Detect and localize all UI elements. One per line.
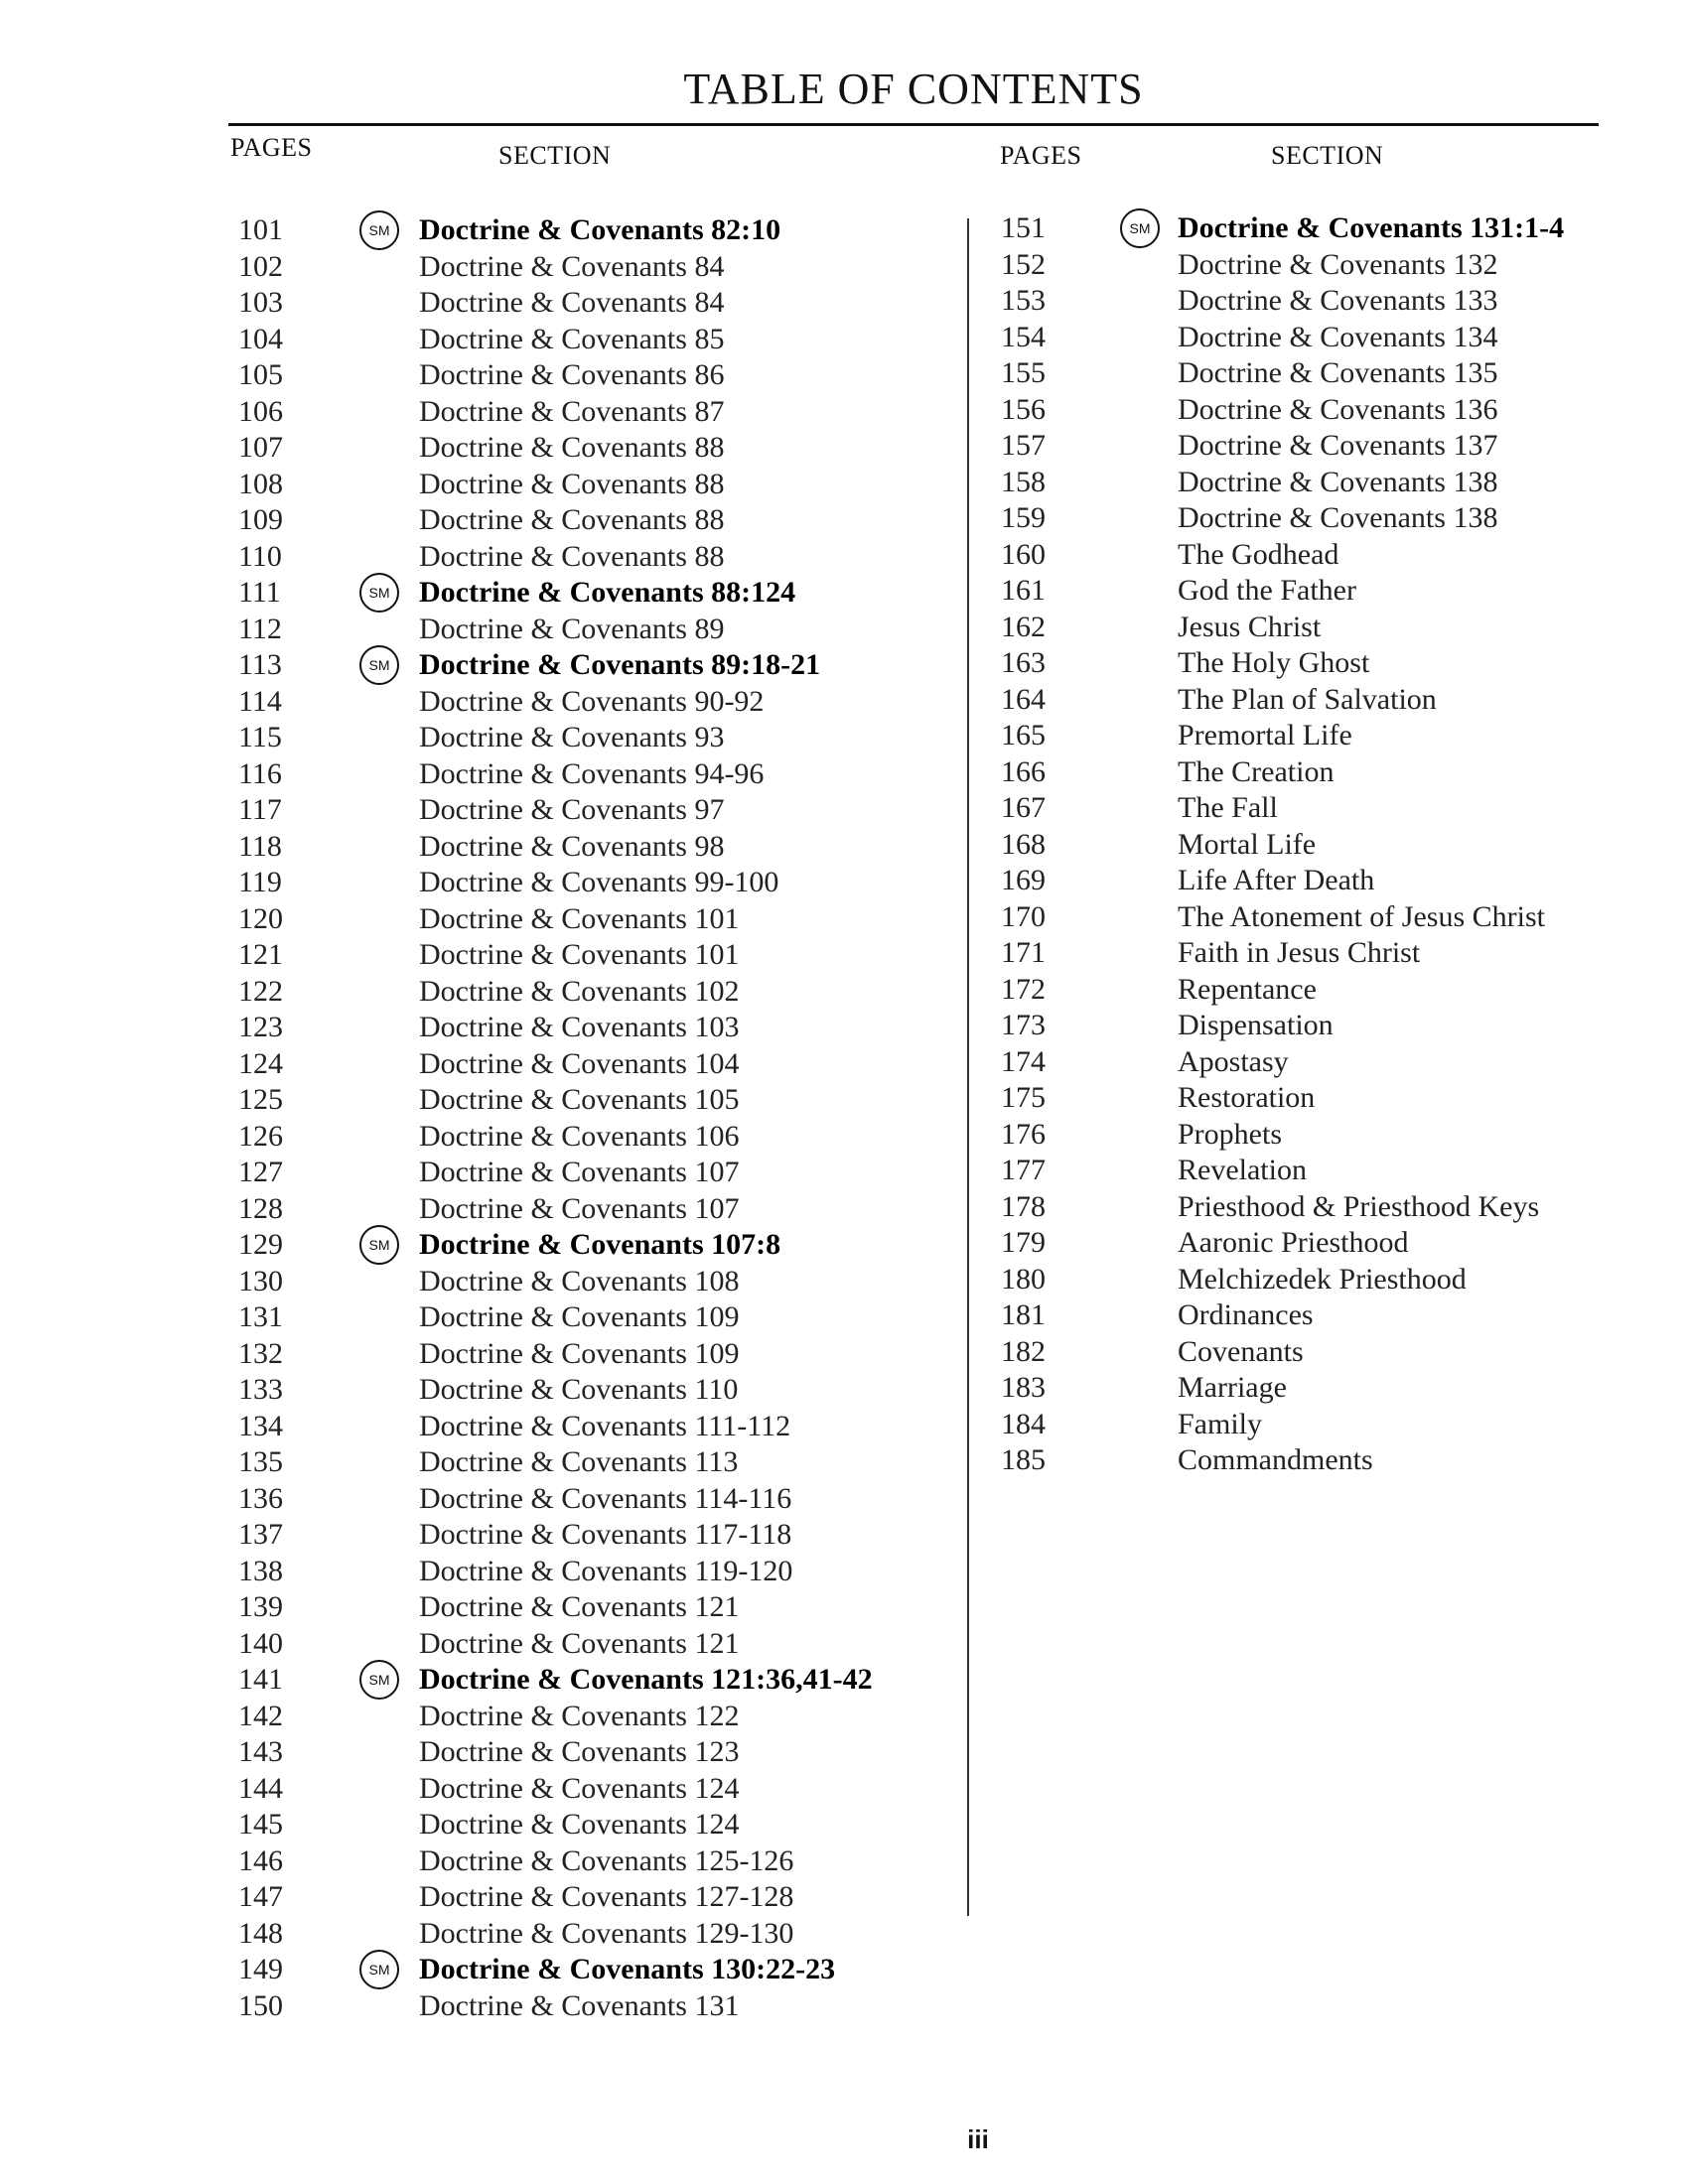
scripture-mastery-badge-icon: SM [359,1950,399,1989]
toc-page-number: 174 [1001,1044,1046,1078]
toc-section-title: Doctrine & Covenants 133 [1178,284,1498,317]
toc-page-number: 135 [238,1445,283,1478]
toc-section-title: Doctrine & Covenants 124 [419,1771,740,1805]
toc-section-title: Priesthood & Priesthood Keys [1178,1189,1540,1223]
toc-section-title: Revelation [1178,1154,1307,1186]
toc-page-number: 124 [238,1046,283,1080]
toc-section-title: Doctrine & Covenants 138 [1178,501,1498,534]
toc-page-number: 119 [238,866,282,898]
toc-page-number: 147 [238,1880,283,1913]
toc-section-title: Mortal Life [1178,827,1317,861]
toc-section-title: Doctrine & Covenants 99-100 [419,866,779,898]
toc-page-number: 136 [238,1481,283,1515]
toc-section-title: Ordinances [1178,1298,1314,1331]
toc-page-number: 111 [238,576,281,609]
toc-section-title: Doctrine & Covenants 84 [419,249,725,283]
toc-section-title: The Plan of Salvation [1178,682,1437,716]
toc-page-number: 159 [1001,501,1046,534]
toc-section-title: Doctrine & Covenants 82:10 [419,213,781,246]
toc-section-title: Life After Death [1178,864,1375,896]
right-pages-header: PAGES [1000,141,1082,170]
toc-section-title: Doctrine & Covenants 121:36,41-42 [419,1663,873,1696]
toc-page-number: 132 [238,1336,283,1370]
toc-page-number: 179 [1001,1226,1046,1259]
toc-page-number: 163 [1001,646,1046,679]
toc-page-number: 117 [238,793,282,826]
toc-page-number: 141 [238,1663,283,1696]
page-number: iii [967,2124,989,2154]
toc-section-title: Doctrine & Covenants 107 [419,1191,740,1225]
toc-page-number: 182 [1001,1334,1046,1368]
toc-section-title: Doctrine & Covenants 88 [419,503,725,536]
toc-section-title: Doctrine & Covenants 86 [419,358,725,391]
scripture-mastery-badge-icon: SM [359,210,399,250]
scripture-mastery-badge-icon: SM [359,1225,399,1265]
toc-page-number: 110 [238,539,282,573]
page-title: TABLE OF CONTENTS [683,65,1144,113]
toc-section-title: Marriage [1178,1371,1287,1404]
toc-section-title: The Fall [1178,791,1278,824]
toc-page-number: 107 [238,431,283,464]
toc-page-number: 184 [1001,1407,1046,1440]
toc-page-number: 121 [238,938,283,971]
toc-section-title: Doctrine & Covenants 107:8 [419,1228,781,1261]
toc-section-title: Doctrine & Covenants 98 [419,829,725,863]
toc-page-number: 144 [238,1771,283,1805]
toc-section-title: Restoration [1178,1081,1316,1114]
toc-section-title: Commandments [1178,1443,1373,1476]
toc-page-number: 149 [238,1953,283,1985]
toc-page-number: 106 [238,394,283,428]
toc-page-number: 105 [238,358,283,391]
toc-page-number: 176 [1001,1117,1046,1151]
toc-page-number: 128 [238,1191,283,1225]
toc-section-title: The Creation [1178,754,1335,788]
toc-section-title: Doctrine & Covenants 117-118 [419,1518,792,1551]
toc-section-title: Doctrine & Covenants 88 [419,431,725,464]
toc-section-title: Doctrine & Covenants 131 [419,1988,740,2022]
toc-page-number: 146 [238,1843,283,1877]
toc-section-title: The Atonement of Jesus Christ [1178,899,1545,933]
column-divider [967,218,969,1916]
toc-page-number: 161 [1001,574,1046,607]
toc-page-number: 185 [1001,1443,1046,1476]
toc-page-number: 109 [238,503,283,536]
toc-page-number: 164 [1001,682,1046,716]
scripture-mastery-badge-icon: SM [1120,208,1160,248]
toc-section-title: The Godhead [1178,537,1339,571]
toc-page-number: 129 [238,1228,283,1261]
toc-section-title: Doctrine & Covenants 103 [419,1011,740,1043]
toc-page-number: 172 [1001,972,1046,1006]
toc-section-title: Doctrine & Covenants 88:124 [419,576,796,609]
toc-section-title: Doctrine & Covenants 137 [1178,429,1498,462]
scripture-mastery-badge-icon: SM [359,645,399,685]
toc-section-title: Prophets [1178,1117,1282,1151]
toc-section-title: Doctrine & Covenants 114-116 [419,1481,792,1515]
toc-page-number: 113 [238,648,282,681]
toc-page-number: 114 [238,684,282,718]
toc-section-title: Doctrine & Covenants 102 [419,974,740,1008]
title-rule [228,123,1599,126]
toc-section-title: Doctrine & Covenants 131:1-4 [1178,211,1565,244]
toc-section-title: Doctrine & Covenants 101 [419,901,740,935]
toc-section-title: Doctrine & Covenants 121 [419,1626,740,1660]
toc-section-title: Doctrine & Covenants 134 [1178,320,1498,353]
toc-section-title: Doctrine & Covenants 88 [419,539,725,573]
toc-section-title: Doctrine & Covenants 84 [419,286,725,319]
toc-section-title: Doctrine & Covenants 109 [419,1336,740,1370]
toc-page-number: 152 [1001,247,1046,281]
right-section-header: SECTION [1271,141,1384,170]
toc-page-number: 180 [1001,1262,1046,1296]
toc-page-number: 170 [1001,899,1046,933]
toc-page-number: 168 [1001,827,1046,861]
toc-section-title: Doctrine & Covenants 89:18-21 [419,648,821,681]
toc-page-number: 112 [238,612,282,645]
toc-page-number: 173 [1001,1009,1046,1041]
left-section-header: SECTION [498,141,612,170]
toc-section-title: Dispensation [1178,1009,1334,1041]
toc-page-number: 130 [238,1264,283,1297]
toc-page-number: 115 [238,721,282,753]
toc-section-title: Doctrine & Covenants 123 [419,1735,740,1768]
toc-section-title: Doctrine & Covenants 113 [419,1445,739,1478]
toc-section-title: The Holy Ghost [1178,646,1370,679]
toc-page-number: 122 [238,974,283,1008]
toc-page-number: 104 [238,322,283,355]
toc-section-title: Doctrine & Covenants 129-130 [419,1916,794,1950]
toc-page-number: 169 [1001,864,1046,896]
toc-page-number: 120 [238,901,283,935]
toc-page-number: 167 [1001,791,1046,824]
scripture-mastery-badge-icon: SM [359,1660,399,1700]
toc-page-number: 154 [1001,320,1046,353]
toc-page-number: 143 [238,1735,283,1768]
toc-page-number: 177 [1001,1154,1046,1186]
toc-section-title: Doctrine & Covenants 106 [419,1119,740,1153]
toc-page-number: 131 [238,1300,283,1333]
toc-page-number: 178 [1001,1189,1046,1223]
toc-page-number: 101 [238,213,283,246]
toc-page-number: 160 [1001,537,1046,571]
toc-page-number: 142 [238,1699,283,1732]
toc-section-title: Premortal Life [1178,719,1352,751]
toc-section-title: Jesus Christ [1178,610,1322,643]
toc-page-number: 138 [238,1554,283,1587]
toc-section-title: Aaronic Priesthood [1178,1226,1409,1259]
toc-page-number: 183 [1001,1371,1046,1404]
toc-section-title: Faith in Jesus Christ [1178,936,1421,969]
toc-page-number: 150 [238,1988,283,2022]
toc-section-title: Doctrine & Covenants 93 [419,721,725,753]
toc-page-number: 165 [1001,719,1046,751]
toc-page-number: 139 [238,1590,283,1623]
toc-section-title: Doctrine & Covenants 89 [419,612,725,645]
toc-page-number: 148 [238,1916,283,1950]
toc-section-title: Doctrine & Covenants 132 [1178,247,1498,281]
toc-section-title: Doctrine & Covenants 136 [1178,392,1498,426]
toc-section-title: Doctrine & Covenants 109 [419,1300,740,1333]
toc-page-number: 133 [238,1373,283,1406]
toc-section-title: Doctrine & Covenants 108 [419,1264,740,1297]
toc-section-title: Doctrine & Covenants 121 [419,1590,740,1623]
toc-section-title: Doctrine & Covenants 104 [419,1046,740,1080]
toc-page-number: 103 [238,286,283,319]
toc-section-title: Doctrine & Covenants 135 [1178,356,1498,389]
toc-section-title: Covenants [1178,1334,1304,1368]
toc-section-title: God the Father [1178,574,1356,607]
toc-section-title: Doctrine & Covenants 94-96 [419,756,765,790]
scripture-mastery-badge-icon: SM [359,573,399,613]
toc-section-title: Doctrine & Covenants 87 [419,394,725,428]
toc-page-number: 153 [1001,284,1046,317]
toc-page-number: 126 [238,1119,283,1153]
toc-section-title: Doctrine & Covenants 105 [419,1083,740,1116]
toc-page-number: 137 [238,1518,283,1551]
toc-page-number: 155 [1001,356,1046,389]
toc-section-title: Doctrine & Covenants 88 [419,467,725,500]
toc-page-number: 175 [1001,1081,1046,1114]
toc-section-title: Apostasy [1178,1044,1289,1078]
toc-page-number: 181 [1001,1298,1046,1331]
toc-section-title: Doctrine & Covenants 101 [419,938,740,971]
left-pages-header: PAGES [230,133,313,162]
toc-section-title: Doctrine & Covenants 90-92 [419,684,765,718]
toc-section-title: Doctrine & Covenants 125-126 [419,1843,794,1877]
toc-section-title: Doctrine & Covenants 122 [419,1699,740,1732]
toc-page-number: 118 [238,829,282,863]
toc-section-title: Family [1178,1407,1263,1440]
toc-page-number: 116 [238,756,282,790]
toc-page-number: 162 [1001,610,1046,643]
toc-page-number: 166 [1001,754,1046,788]
toc-section-title: Melchizedek Priesthood [1178,1262,1467,1296]
toc-page-number: 123 [238,1011,283,1043]
toc-section-title: Doctrine & Covenants 107 [419,1156,740,1188]
toc-page-number: 145 [238,1808,283,1841]
toc-section-title: Doctrine & Covenants 119-120 [419,1554,793,1587]
toc-section-title: Doctrine & Covenants 124 [419,1808,740,1841]
toc-page-number: 127 [238,1156,283,1188]
toc-page-number: 171 [1001,936,1046,969]
toc-section-title: Repentance [1178,972,1317,1006]
toc-page-number: 158 [1001,465,1046,498]
toc-page-number: 140 [238,1626,283,1660]
toc-page-number: 134 [238,1409,283,1442]
toc-page-number: 157 [1001,429,1046,462]
toc-section-title: Doctrine & Covenants 110 [419,1373,739,1406]
toc-page-number: 156 [1001,392,1046,426]
toc-section-title: Doctrine & Covenants 97 [419,793,725,826]
toc-page-number: 151 [1001,211,1046,244]
toc-section-title: Doctrine & Covenants 130:22-23 [419,1953,836,1985]
toc-section-title: Doctrine & Covenants 85 [419,322,725,355]
toc-section-title: Doctrine & Covenants 138 [1178,465,1498,498]
toc-section-title: Doctrine & Covenants 127-128 [419,1880,794,1913]
toc-page-number: 108 [238,467,283,500]
toc-page-number: 125 [238,1083,283,1116]
toc-page-number: 102 [238,249,283,283]
toc-section-title: Doctrine & Covenants 111-112 [419,1409,791,1442]
